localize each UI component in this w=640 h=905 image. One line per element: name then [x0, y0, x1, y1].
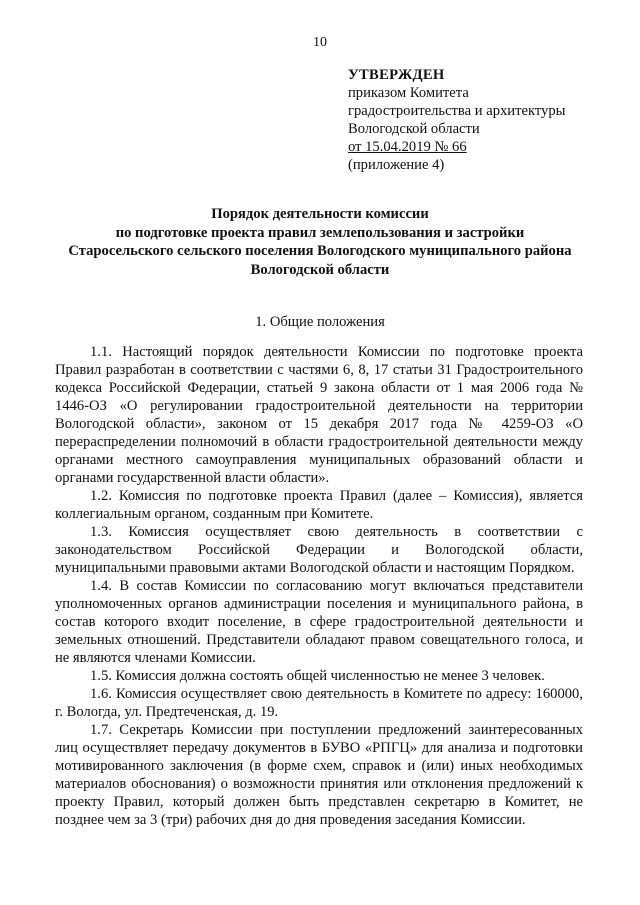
- approval-line-committee: градостроительства и архитектуры: [348, 103, 566, 119]
- approval-line-appendix: (приложение 4): [348, 157, 445, 173]
- approval-stamp-block: [348, 66, 565, 174]
- page-number: 10: [313, 35, 327, 50]
- approval-date-number: от 15.04.2019 № 66: [348, 139, 467, 155]
- paragraph-1-1: 1.1. Настоящий порядок деятельности Комиссии по подготовке проекта Правил разработан в соответствии с частями 6, 8, 17 статьи 31 Градостроительного кодекса Российской Федерации, статьей 9 закона области от 1 мая 2006 года № 1446-ОЗ «О регулировании градостроительной деятельности на территории Вологодской области», законом от 15 декабря 2017 года № 4259-ОЗ «О перераспределении полномочий в области градостроительной деятельности между органами местного самоуправления муниципальных образований области и органами государственной власти области».: [55, 344, 583, 486]
- paragraph-1-6: 1.6. Комиссия осуществляет свою деятельность в Комитете по адресу: 160000, г. Вологда, ул. Предтеченская, д. 19.: [55, 686, 583, 720]
- paragraph-1-7: 1.7. Секретарь Комиссии при поступлении предложений заинтересованных лиц осуществляет передачу документов в БУВО «РПГЦ» для анализа и подготовки мотивированного заключения (в форме схем, справок и (или) иных необходимых материалов обоснования) о возможности принятия или отклонения предложений к проекту Правил, который должен быть представлен секретарю в Комитет, не позднее чем за 3 (три) рабочих дня до дня проведения заседания Комиссии.: [55, 722, 583, 828]
- paragraph-1-4: 1.4. В состав Комиссии по согласованию могут включаться представители уполномоченных органов администрации поселения и муниципального района, в состав которого входит поселение, в сфере градостроительной деятельности и земельных отношений. Представители обладают правом совещательного голоса, и не являются членами Комиссии.: [55, 578, 583, 666]
- paragraph-1-5: 1.5. Комиссия должна состоять общей численностью не менее 3 человек.: [90, 668, 545, 684]
- section-heading: 1. Общие положения: [255, 314, 385, 330]
- paragraph-1-3: 1.3. Комиссия осуществляет свою деятельность в соответствии с законодательством Российской Федерации и Вологодской области, муниципальными правовыми актами Вологодской области и настоящим Порядком.: [55, 524, 583, 576]
- approval-line-order: приказом Комитета: [348, 85, 469, 101]
- approval-line-region: Вологодской области: [348, 121, 480, 137]
- approval-line-date-number: [348, 138, 565, 156]
- approved-label: УТВЕРЖДЕН: [348, 67, 445, 83]
- paragraph-1-2: 1.2. Комиссия по подготовке проекта Правил (далее – Комиссия), является коллегиальным органом, созданным при Комитете.: [55, 488, 583, 522]
- document-body: [55, 343, 583, 829]
- title-line-3: Старосельского сельского поселения Вологодского муниципального района: [68, 243, 572, 259]
- title-line-4: Вологодской области: [250, 261, 390, 278]
- title-line-1: Порядок деятельности комиссии: [211, 206, 429, 222]
- document-title: [40, 205, 600, 279]
- title-line-2: по подготовке проекта правил землепользования и застройки: [115, 224, 525, 241]
